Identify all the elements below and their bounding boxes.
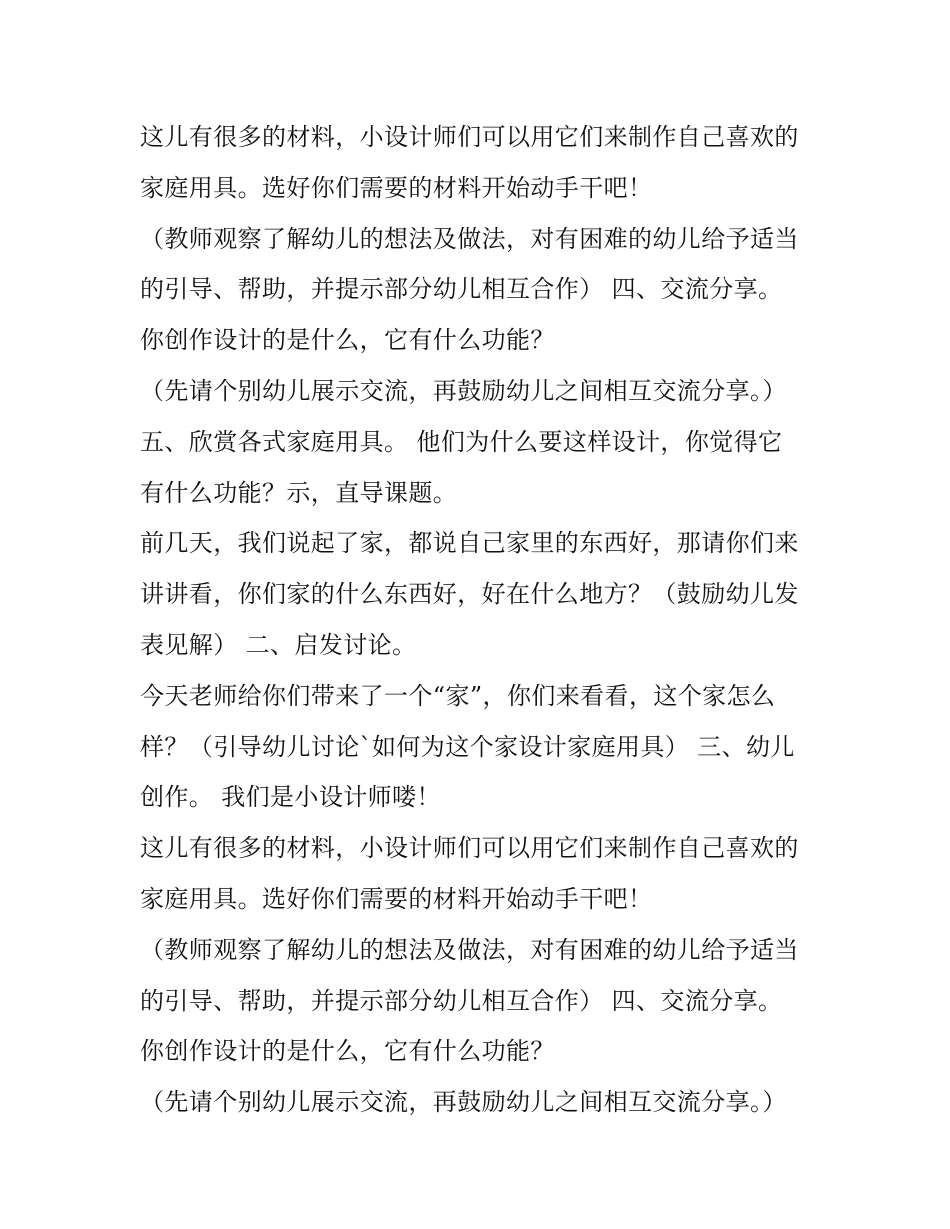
document-body: [140, 112, 820, 1128]
text-line: （教师观察了解幼儿的想法及做法，对有困难的幼儿给予适当: [140, 224, 799, 253]
text-line: 有什么功能？示，直导课题。: [140, 478, 458, 507]
text-line: 五、欣赏各式家庭用具。 他们为什么要这样设计，你觉得它: [140, 427, 783, 456]
text-line: 的引导、帮助，并提示部分幼儿相互合作） 四、交流分享。: [140, 275, 783, 304]
text-line: 的引导、帮助，并提示部分幼儿相互合作） 四、交流分享。: [140, 986, 783, 1015]
text-line: 家庭用具。选好你们需要的材料开始动手干吧！: [140, 884, 653, 913]
text-line: 这儿有很多的材料，小设计师们可以用它们来制作自己喜欢的: [140, 834, 799, 863]
text-line: （教师观察了解幼儿的想法及做法，对有困难的幼儿给予适当: [140, 935, 799, 964]
text-line: 家庭用具。选好你们需要的材料开始动手干吧！: [140, 173, 653, 202]
text-line: 你创作设计的是什么，它有什么功能？: [140, 1037, 555, 1066]
text-line: 表见解） 二、启发讨论。: [140, 630, 417, 659]
text-line: （先请个别幼儿展示交流，再鼓励幼儿之间相互交流分享。）: [140, 376, 787, 405]
text-line: 讲讲看，你们家的什么东西好，好在什么地方？（鼓励幼儿发: [140, 580, 799, 609]
text-line: （先请个别幼儿展示交流，再鼓励幼儿之间相互交流分享。）: [140, 1088, 787, 1117]
text-line: 样？（引导幼儿讨论`如何为这个家设计家庭用具） 三、幼儿: [140, 732, 795, 761]
text-line: 今天老师给你们带来了一个“家”，你们来看看，这个家怎么: [140, 681, 776, 710]
text-line: 前几天，我们说起了家，都说自己家里的东西好，那请你们来: [140, 529, 799, 558]
text-line: 你创作设计的是什么，它有什么功能？: [140, 326, 555, 355]
text-line: 创作。 我们是小设计师喽！: [140, 783, 441, 812]
text-line: 这儿有很多的材料，小设计师们可以用它们来制作自己喜欢的: [140, 123, 799, 151]
